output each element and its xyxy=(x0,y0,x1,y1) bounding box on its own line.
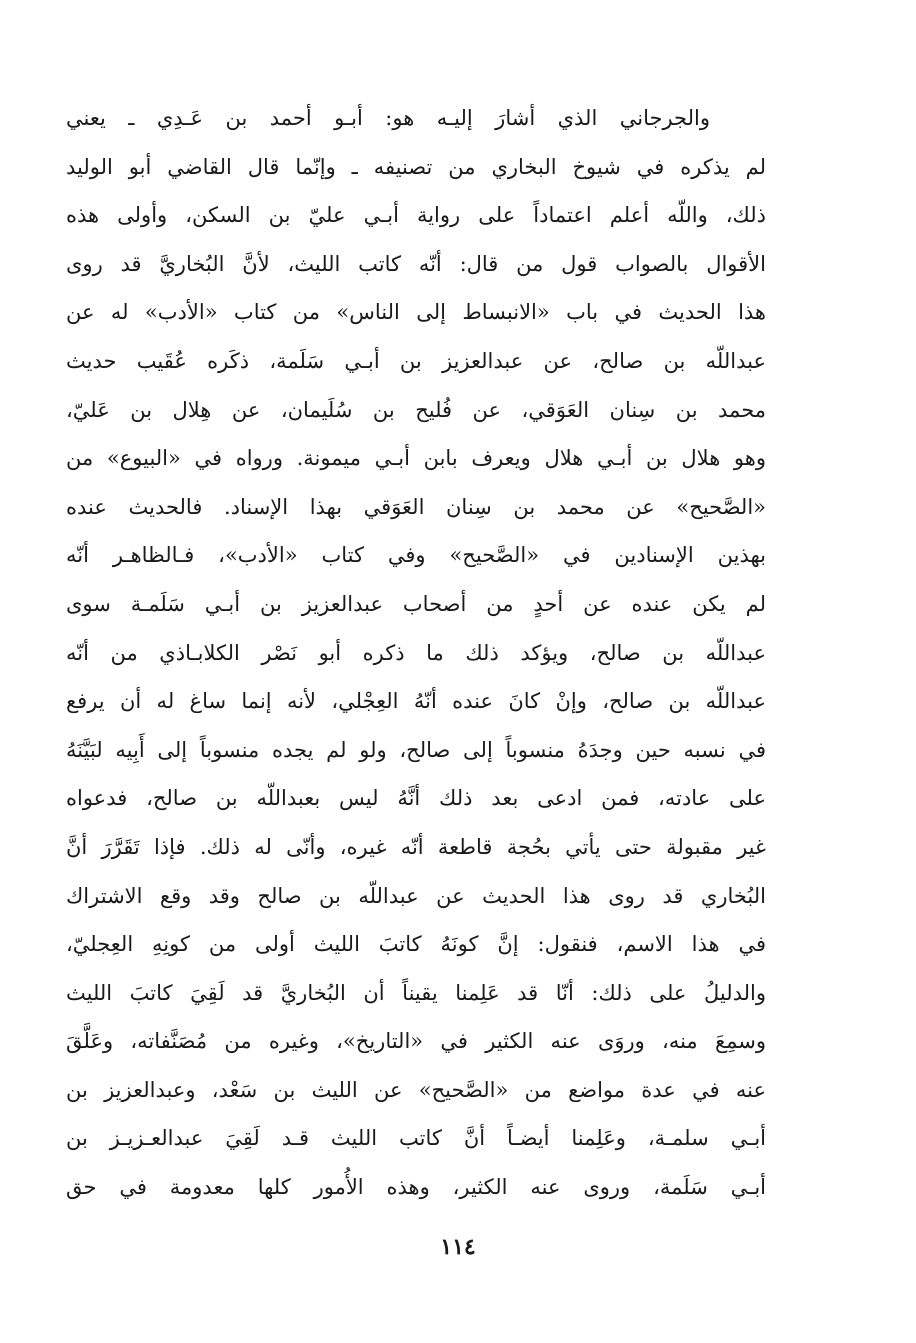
text-line: لم يذكره في شيوخ البخاري من تصنيفه ـ وإنّما قال القاضي أبو الوليد xyxy=(66,154,766,179)
text-line: محمد بن سِنان العَوَقي، عن فُليح بن سُلَيمان، عن هِلال بن عَليّ، xyxy=(66,397,766,422)
text-line: بهذين الإسنادين في «الصَّحيح» وفي كتاب «الأدب»، فـالظاهـر أنّه xyxy=(66,543,766,568)
text-line: عبداللّه بن صالح، ويؤكد ذلك ما ذكره أبو نَصْر الكلابـاذي من أنّه xyxy=(66,640,766,665)
body-text xyxy=(66,94,766,1212)
text-line: عبداللّه بن صالح، عن عبدالعزيز بن أبـي سَلَمة، ذكَره عُقَيب حديث xyxy=(66,348,766,373)
text-line: البُخاري قد روى هذا الحديث عن عبداللّه بن صالح وقد وقع الاشتراك xyxy=(66,883,766,908)
page-number: ١١٤ xyxy=(440,1234,476,1260)
text-line: «الصَّحيح» عن محمد بن سِنان العَوَقي بهذا الإسناد. فالحديث عنده xyxy=(66,494,766,519)
text-line: لم يكن عنده عن أحدٍ من أصحاب عبدالعزيز بن أبـي سَلَمـة سوى xyxy=(66,591,766,616)
text-line: والجرجاني الذي أشارَ إليـه هو: أبـو أحمد بن عَـدِي ـ يعني xyxy=(66,106,710,130)
text-line: ذلك، واللّه أعلم اعتماداً على رواية أبـي عليّ بن السكن، وأولى هذه xyxy=(66,203,766,228)
text-line: والدليلُ على ذلك: أنّا قد عَلِمنا يقيناً أن البُخاريَّ قد لَقِيَ كاتبَ الليث xyxy=(66,980,766,1005)
text-line: في نسبه حين وجدَهُ منسوباً إلى صالح، ولو لم يجده منسوباً إلى أَبِيه لبَيَّنَهُ xyxy=(66,737,766,762)
text-line: هذا الحديث في باب «الانبساط إلى الناس» من كتاب «الأدب» له عن xyxy=(66,300,766,325)
text-line: أبـي سلمـة، وعَلِمنا أيضـاً أنَّ كاتب الليث قـد لَقِيَ عبدالعـزيـز بن xyxy=(66,1126,766,1151)
text-line: عبداللّه بن صالح، وإنْ كانَ عنده أنّهُ العِجْلي، لأنه إنما ساغ له أن يرفع xyxy=(66,689,766,714)
text-line: غير مقبولة حتى يأتي بحُجة قاطعة أنّه غيره، وأنّى له ذلك. فإذا تَقَرَّرَ أنَّ xyxy=(66,834,766,859)
text-line: عنه في عدة مواضع من «الصَّحيح» عن الليث بن سَعْد، وعبدالعزيز بن xyxy=(66,1077,766,1102)
text-line: وسمِعَ منه، وروَى عنه الكثير في «التاريخ»، وغيره من مُصَنَّفاته، وعَلَّقَ xyxy=(66,1029,766,1054)
text-line: في هذا الاسم، فنقول: إنَّ كونَهُ كاتبَ الليث أولى من كونِهِ العِجليّ، xyxy=(66,932,766,957)
text-line: على عادته، فمن ادعى بعد ذلك أنَّهُ ليس بعبداللّه بن صالح، فدعواه xyxy=(66,786,766,811)
text-line: وهو هلال بن أبـي هلال ويعرف بابن أبـي ميمونة. ورواه في «البيوع» من xyxy=(66,446,766,471)
text-line: أبـي سَلَمة، وروى عنه الكثير، وهذه الأُمور كلها معدومة في حق xyxy=(66,1175,766,1200)
text-line: الأقوال بالصواب قول من قال: أنّه كاتب الليث، لأنَّ البُخاريَّ قد روى xyxy=(66,251,766,276)
